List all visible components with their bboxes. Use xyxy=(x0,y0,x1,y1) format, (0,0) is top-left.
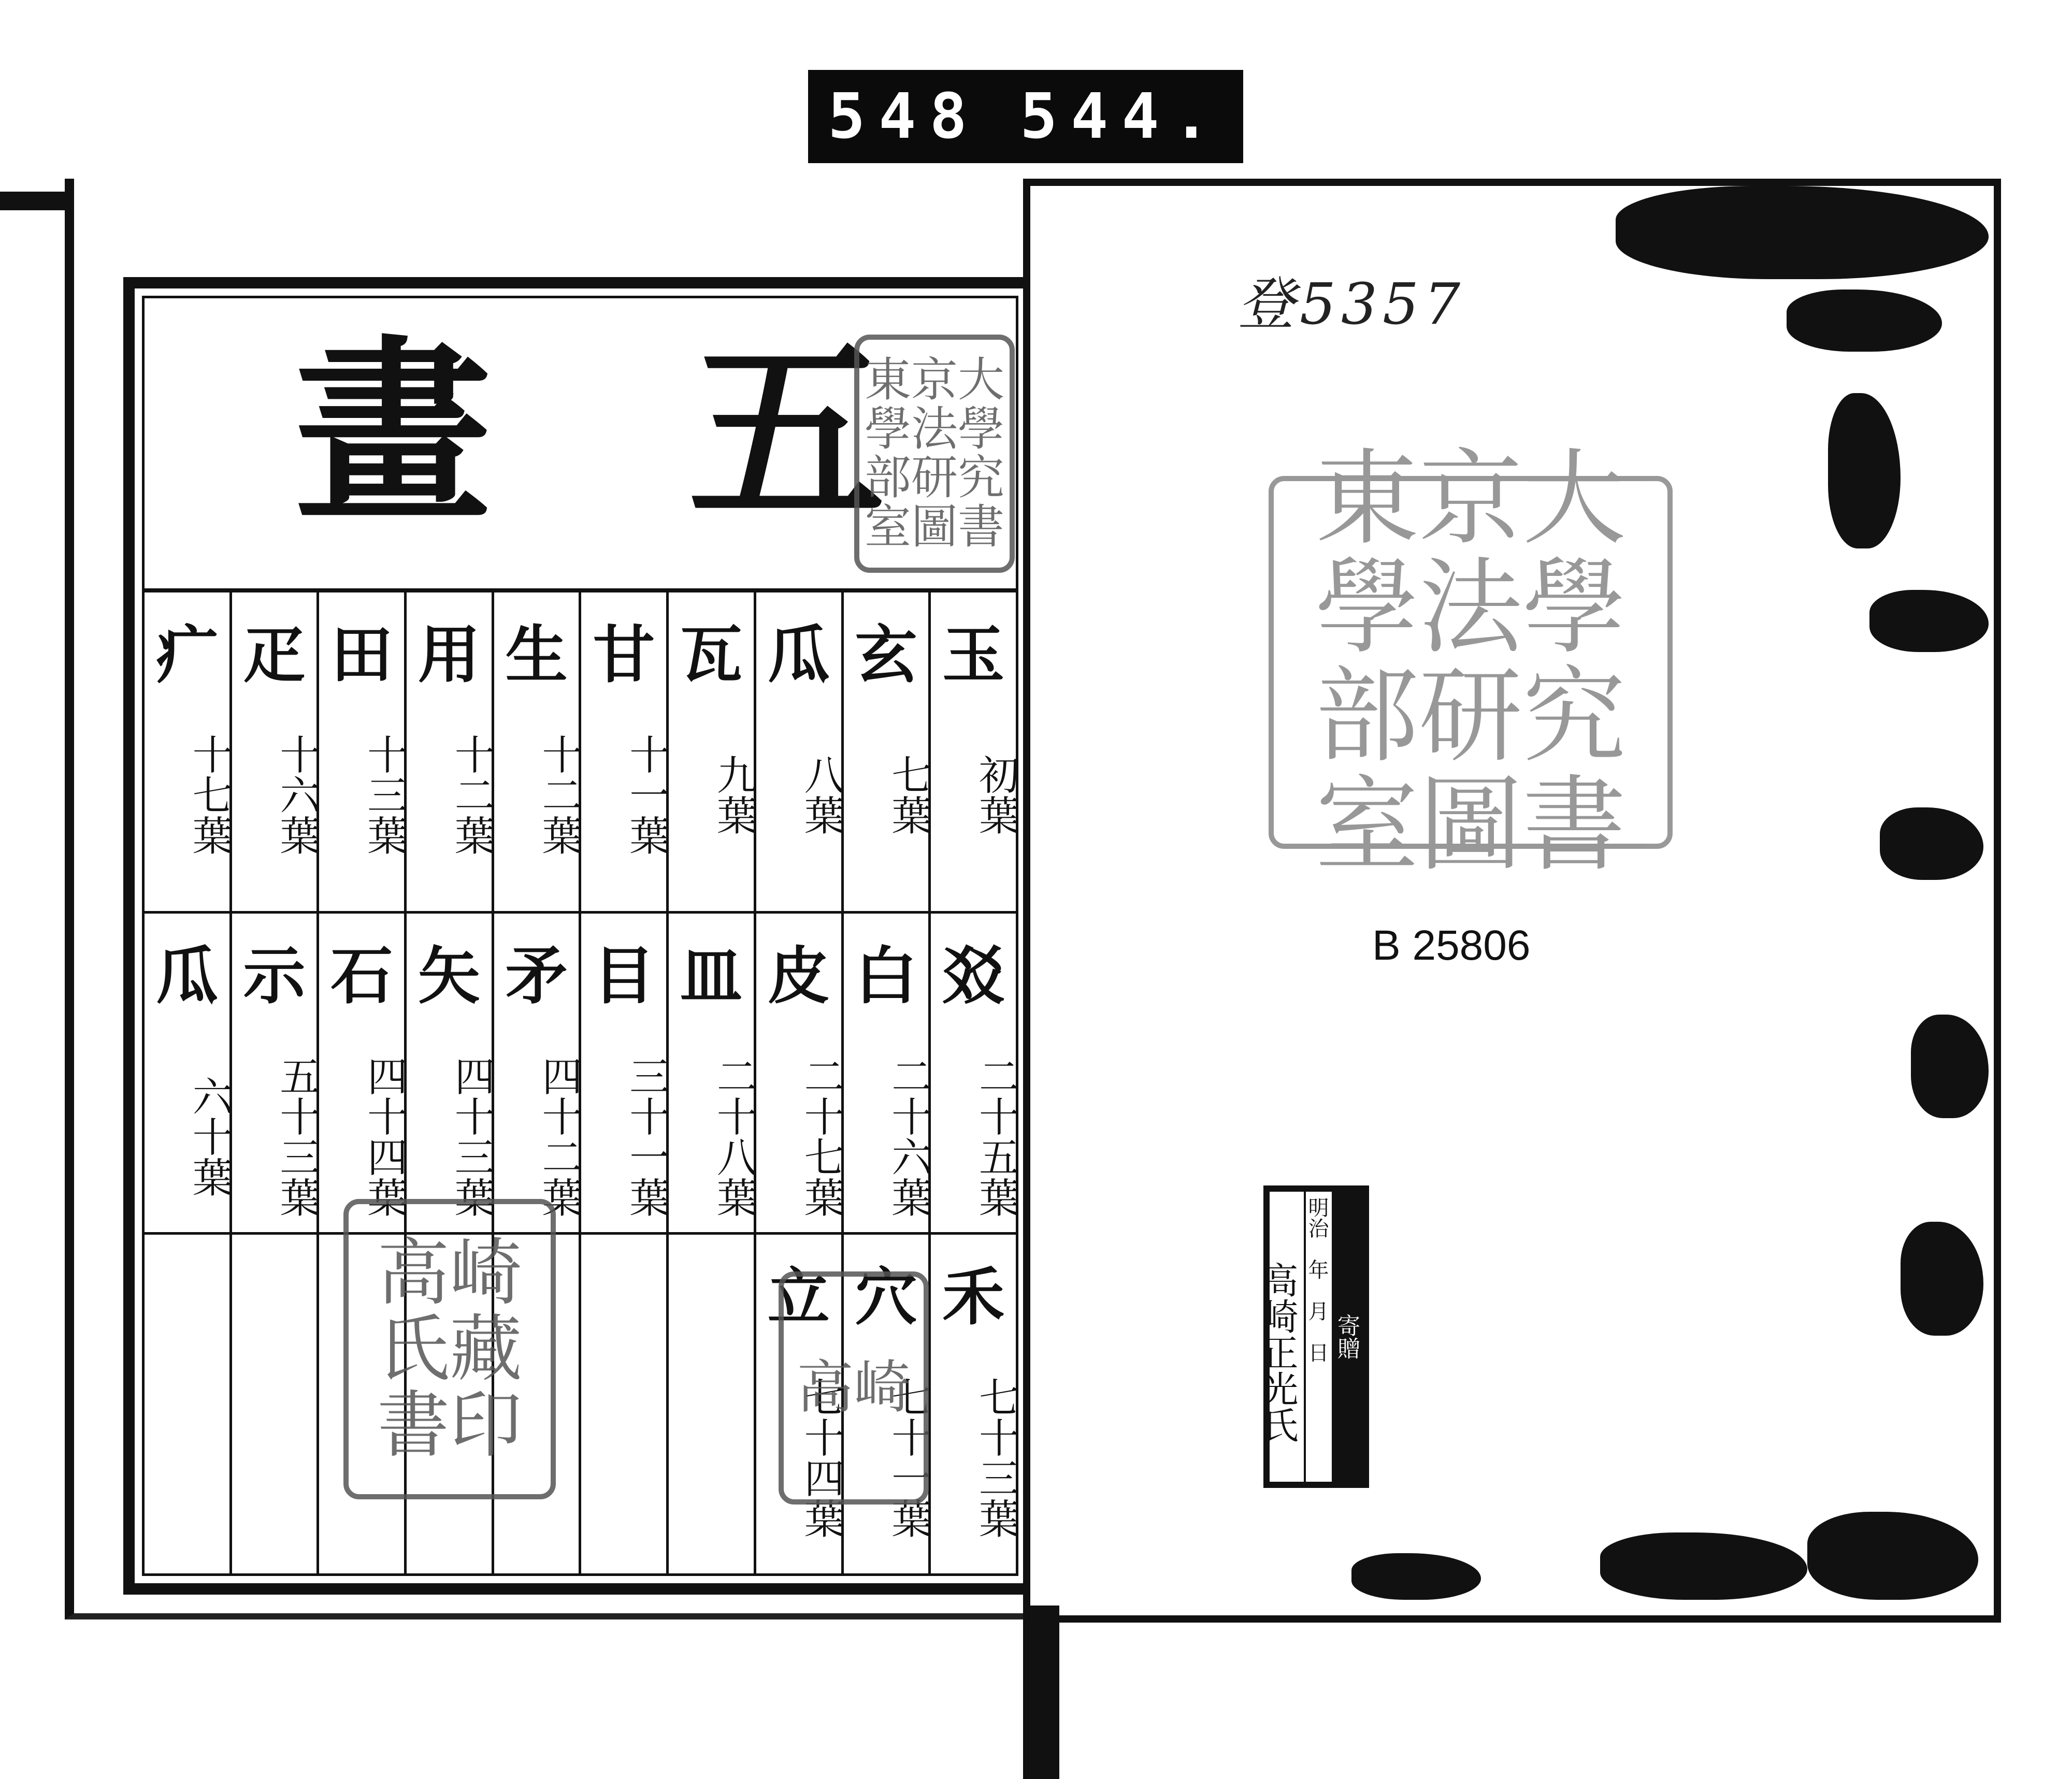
page-ref: 十三葉 xyxy=(361,734,408,855)
radical: 矛 xyxy=(505,939,568,1013)
binding-spine-bar xyxy=(1023,1606,1059,1779)
damage-stain xyxy=(1616,186,1989,279)
accession-header: 寄贈 xyxy=(1332,1192,1363,1482)
radical: 目 xyxy=(593,939,655,1013)
index-column xyxy=(145,592,233,1573)
index-cell xyxy=(931,592,1019,914)
title-box xyxy=(145,298,1016,592)
damage-stain xyxy=(1869,590,1989,652)
title-char-2: 五 xyxy=(688,317,885,548)
left-page xyxy=(65,179,1038,1619)
index-cell xyxy=(756,914,844,1235)
right-page xyxy=(1023,179,2001,1623)
page-ref: 七十四葉 xyxy=(797,1377,844,1538)
page-ref: 十二葉 xyxy=(535,734,582,855)
index-cell xyxy=(319,914,408,1235)
index-cell xyxy=(844,914,932,1235)
owner-seal-stamp-small: 高崎 xyxy=(779,1271,929,1505)
index-cell xyxy=(145,1235,229,1573)
shelf-label xyxy=(808,70,1243,163)
accession-date: 明治 年 月 日 xyxy=(1304,1192,1332,1482)
index-cell xyxy=(232,1235,317,1573)
index-cell xyxy=(581,914,670,1235)
radical: 玄 xyxy=(855,618,917,691)
radical: 生 xyxy=(505,618,568,691)
radical: 立 xyxy=(767,1261,830,1334)
damage-stain xyxy=(1787,290,1942,352)
radical: 玉 xyxy=(942,618,1005,691)
radical: 瓜 xyxy=(767,618,830,691)
index-cell xyxy=(581,592,670,914)
radical: 甘 xyxy=(593,618,655,691)
page-ref: 六十葉 xyxy=(185,1076,233,1197)
page-ref: 十二葉 xyxy=(448,734,495,855)
page-ref: 初葉 xyxy=(972,754,1019,835)
index-cell xyxy=(494,914,582,1235)
catalog-number: B 25806 xyxy=(1372,922,1531,969)
page-ref: 二十七葉 xyxy=(797,1055,844,1217)
page-ref: 五十三葉 xyxy=(273,1055,320,1217)
page-ref: 三十一葉 xyxy=(623,1055,670,1217)
label-number-2: 544. xyxy=(1019,80,1224,153)
title-char-1: 畫 xyxy=(295,317,492,548)
label-number-1: 548 xyxy=(828,80,981,153)
page-ref: 二十五葉 xyxy=(972,1055,1019,1217)
page-ref: 四十二葉 xyxy=(535,1055,582,1217)
index-column xyxy=(666,592,757,1573)
radical: 穴 xyxy=(855,1261,917,1334)
radical: 㸚 xyxy=(942,939,1005,1013)
page-ref: 四十四葉 xyxy=(361,1055,408,1217)
binding-edge-bar xyxy=(0,192,73,210)
index-column xyxy=(928,592,1019,1573)
radical: 疒 xyxy=(155,618,218,691)
radical: 示 xyxy=(243,939,306,1013)
damage-stain xyxy=(1901,1222,1983,1336)
radical: 疋 xyxy=(243,618,306,691)
damage-stain xyxy=(1351,1553,1481,1600)
page-ref: 十一葉 xyxy=(623,734,670,855)
radical: 矢 xyxy=(418,939,480,1013)
page-ref: 二十六葉 xyxy=(885,1055,932,1217)
index-cell xyxy=(407,914,495,1235)
index-cell xyxy=(669,1235,754,1573)
radical: 田 xyxy=(330,618,393,691)
radical: 禾 xyxy=(942,1261,1005,1334)
page-ref: 四十三葉 xyxy=(448,1055,495,1217)
index-cell xyxy=(232,914,320,1235)
page-ref: 十七葉 xyxy=(185,734,233,855)
library-seal-stamp: 東京大學法學部研究室圖書 xyxy=(854,335,1015,573)
index-column xyxy=(229,592,320,1573)
index-cell xyxy=(145,592,233,914)
damage-stain xyxy=(1880,807,1983,880)
page-ref: 九葉 xyxy=(710,754,757,835)
handwritten-shelf-mark: 登5357 xyxy=(1238,271,1465,337)
radical: 皿 xyxy=(680,939,743,1013)
index-cell xyxy=(407,592,495,914)
owner-seal-stamp: 高崎氏藏書印 xyxy=(343,1199,556,1499)
index-column xyxy=(579,592,670,1573)
index-cell xyxy=(756,592,844,914)
index-cell xyxy=(319,592,408,914)
page-ref: 七十一葉 xyxy=(885,1377,932,1538)
library-seal-stamp-large: 東京大學法學部研究室圖書 xyxy=(1269,476,1673,849)
index-cell xyxy=(931,914,1019,1235)
accession-donor: 高崎正光氏 xyxy=(1256,1262,1299,1443)
index-cell xyxy=(494,592,582,914)
page-ref: 七十三葉 xyxy=(972,1377,1019,1538)
index-cell xyxy=(669,592,757,914)
page-ref: 十六葉 xyxy=(273,734,320,855)
radical: 用 xyxy=(418,618,480,691)
radical: 石 xyxy=(330,939,393,1013)
index-cell xyxy=(844,592,932,914)
page-ref: 七葉 xyxy=(885,754,932,835)
index-cell xyxy=(669,914,757,1235)
radical: 瓦 xyxy=(680,618,743,691)
radical: 白 xyxy=(855,939,917,1013)
index-cell xyxy=(581,1235,666,1573)
index-cell xyxy=(931,1235,1019,1573)
radical: 皮 xyxy=(767,939,830,1013)
damage-stain xyxy=(1600,1532,1807,1600)
index-cell xyxy=(145,914,233,1235)
page-ref: 八葉 xyxy=(797,754,844,835)
damage-stain xyxy=(1828,393,1901,548)
radical: 瓜 xyxy=(155,939,218,1013)
index-cell xyxy=(232,592,320,914)
page-ref: 二十八葉 xyxy=(710,1055,757,1217)
accession-stamp xyxy=(1256,1185,1369,1488)
damage-stain xyxy=(1911,1015,1989,1118)
damage-stain xyxy=(1807,1512,1978,1600)
